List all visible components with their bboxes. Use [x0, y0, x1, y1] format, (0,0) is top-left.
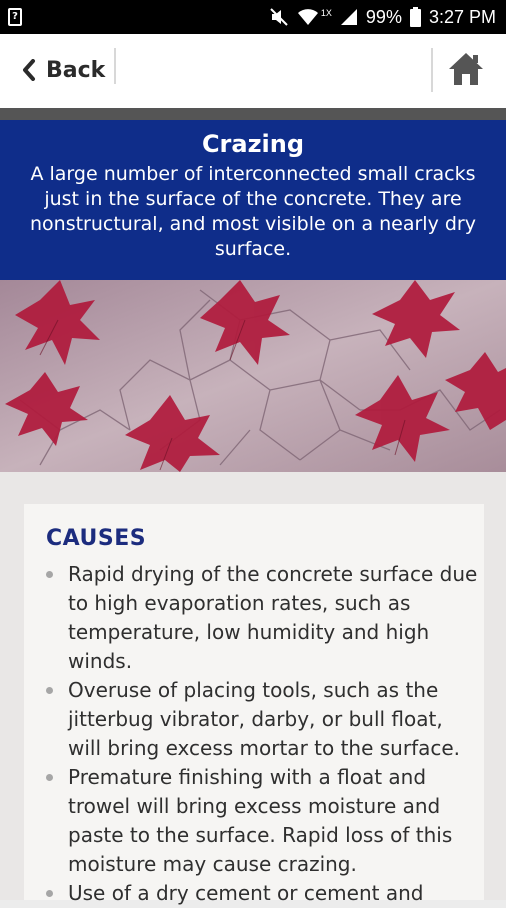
bullet-icon: [46, 571, 53, 578]
bullet-icon: [46, 774, 53, 781]
home-icon: [447, 50, 485, 88]
crazing-photo: [0, 280, 506, 472]
toolbar-shadow-strip: [0, 108, 506, 120]
list-item: [42, 560, 482, 676]
battery-percent: 99%: [365, 6, 402, 27]
battery-icon: [410, 7, 421, 27]
crazing-photo-illustration: [0, 280, 506, 472]
causes-heading: CAUSES: [46, 526, 147, 551]
list-item-text: Premature finishing with a float and trowel will bring excess moisture and paste to the surface. Rapid loss of this moisture may cause crazing.: [68, 765, 453, 876]
chevron-left-icon: [22, 59, 36, 81]
toolbar-divider: [431, 48, 433, 92]
app-notification-icon: ?: [8, 8, 22, 26]
list-item-text: Use of a dry cement or cement and: [68, 881, 424, 905]
list-item: [42, 676, 482, 763]
list-item: [42, 879, 482, 908]
list-item-text: Overuse of placing tools, such as the jitterbug vibrator, darby, or bull float, will bring excess mortar to the surface.: [68, 678, 461, 760]
list-item-text: Rapid drying of the concrete surface due to high evaporation rates, such as temperature, low humidity and high winds.: [68, 562, 478, 673]
wifi-icon: [297, 8, 319, 26]
home-button[interactable]: [447, 50, 485, 88]
network-type: 1X: [320, 8, 332, 18]
mute-icon: [269, 7, 289, 27]
clock: 3:27 PM: [428, 6, 496, 27]
causes-list: [42, 560, 482, 908]
toolbar-divider: [114, 48, 116, 84]
topic-title: Crazing: [201, 130, 305, 158]
list-item: [42, 763, 482, 879]
bullet-icon: [46, 890, 53, 897]
bullet-icon: [46, 687, 53, 694]
back-label: Back: [46, 57, 106, 83]
signal-icon: [340, 8, 358, 26]
status-icons: [269, 0, 496, 34]
app-toolbar: [0, 34, 506, 108]
topic-description: A large number of interconnected small cracks just in the surface of the concrete. They are nonstructural, and most visible on a nearly dry surface.: [30, 163, 476, 260]
topic-header: [0, 120, 506, 280]
back-button[interactable]: [22, 48, 105, 92]
status-bar: [0, 0, 506, 34]
